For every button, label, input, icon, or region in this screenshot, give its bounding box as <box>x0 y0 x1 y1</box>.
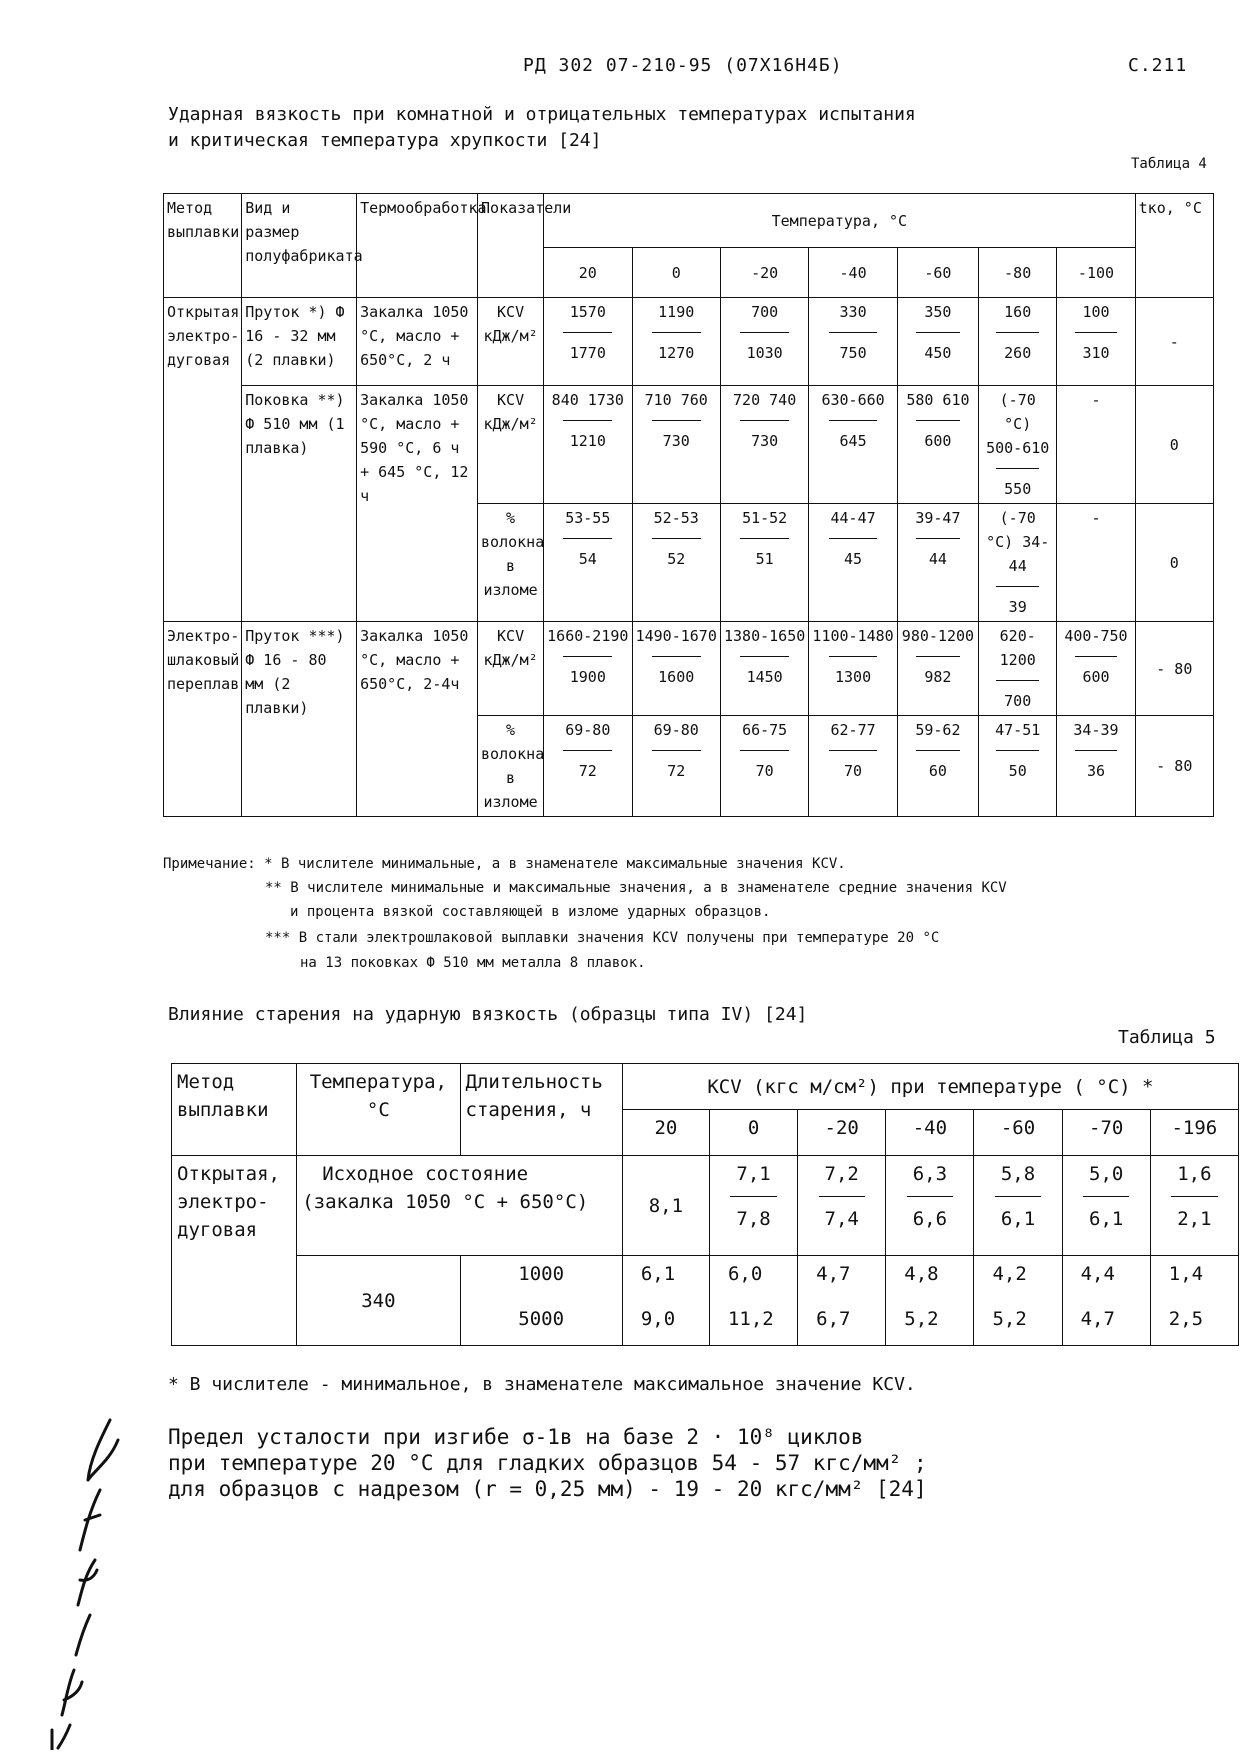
t4-value-numerator: 69-80 <box>653 721 699 739</box>
t4-value <box>724 718 805 783</box>
t4-value-denominator: 645 <box>839 432 867 450</box>
t4-value-numerator: 59-62 <box>915 721 961 739</box>
t5-temp-col: -196 <box>1150 1110 1238 1156</box>
t4-value <box>901 300 975 365</box>
table4-label: Таблица 4 <box>1131 156 1207 172</box>
t4-value-denominator: 310 <box>1082 344 1110 362</box>
t4-value <box>901 506 975 571</box>
t4-value-numerator: 53-55 <box>565 509 611 527</box>
t5-duration-cell: 5000 <box>460 1301 622 1346</box>
t4-temp-col: -60 <box>897 248 978 298</box>
t4-value-denominator: 39 <box>1008 598 1027 616</box>
t4-value-cell <box>632 716 720 817</box>
t5-value-numerator: 7,1 <box>736 1163 771 1185</box>
t4-value-numerator: 44-47 <box>830 509 876 527</box>
section1-title-line1: Ударная вязкость при комнатной и отрицательных температурах испытания <box>168 104 916 125</box>
t4-value-denominator: 1900 <box>569 668 606 686</box>
t5-note: * В числителе - минимальное, в знаменателе максимальное значение KCV. <box>168 1374 916 1395</box>
t4-value-denominator: 1600 <box>658 668 695 686</box>
fraction-bar <box>740 420 789 421</box>
table5-label: Таблица 5 <box>1118 1027 1216 1048</box>
t4-heat-cell: Закалка 1050 °С, масло + 650°С, 2-4ч <box>357 622 478 817</box>
t5-value-cell: 6,1 <box>622 1256 709 1301</box>
t4-row <box>164 386 1214 504</box>
t5-value-cell: 5,2 <box>886 1301 974 1346</box>
t4-value-cell <box>809 386 897 504</box>
t5-value-cell: 4,4 <box>1062 1256 1150 1301</box>
t4-value-denominator: 70 <box>844 762 863 780</box>
t5-value-cell: 6,0 <box>709 1256 797 1301</box>
t4-index-cell: % волокна в изломе <box>478 716 544 817</box>
fraction-bar <box>1171 1196 1217 1197</box>
fraction-bar <box>652 332 701 333</box>
t5-value-denominator: 2,1 <box>1177 1208 1212 1230</box>
fraction-bar <box>829 332 878 333</box>
t4-value-cell <box>897 716 978 817</box>
fatigue-line3: для образцов с надрезом (r = 0,25 мм) - 19 - 20 кгс/мм² [24] <box>168 1477 927 1501</box>
section2-title: Влияние старения на ударную вязкость (образцы типа IV) [24] <box>168 1004 808 1025</box>
t4-value-numerator: 34-39 <box>1073 721 1119 739</box>
t4-value-denominator: 260 <box>1004 344 1032 362</box>
fraction-bar <box>829 750 878 751</box>
t4-value-numerator: 51-52 <box>742 509 788 527</box>
fraction-bar <box>563 656 612 657</box>
document-code: РД 302 07-210-95 (07Х16Н4Б) <box>523 55 843 76</box>
t4-value <box>901 388 975 453</box>
t4-value-numerator: 1570 <box>569 303 606 321</box>
section1-title-line2: и критическая температура хрупкости [24] <box>168 130 602 151</box>
t4-value-numerator: 700 <box>751 303 779 321</box>
fraction-bar <box>996 468 1039 469</box>
t4-value-denominator: 72 <box>667 762 686 780</box>
fraction-bar <box>916 332 961 333</box>
t4-value <box>812 300 893 365</box>
t4-value <box>724 388 805 453</box>
t4-value <box>636 624 717 689</box>
t4-value <box>901 718 975 783</box>
t4-value-numerator: 580 610 <box>906 391 970 409</box>
t4-value-denominator: 600 <box>1082 668 1110 686</box>
t4-value-denominator: 1450 <box>746 668 783 686</box>
t4-value-numerator: 620-1200 <box>999 627 1036 669</box>
t4-value-numerator: - <box>1091 509 1101 527</box>
fraction-bar <box>829 538 878 539</box>
t4-header-heat: Термообработка <box>357 194 478 298</box>
fraction-bar <box>996 586 1039 587</box>
t4-value-numerator: 980-1200 <box>901 627 975 645</box>
t5-value <box>891 1160 968 1233</box>
t5-value-cell: 5,2 <box>974 1301 1062 1346</box>
t5-header-duration: Длительность старения, ч <box>460 1064 622 1156</box>
t4-value-denominator: 730 <box>751 432 779 450</box>
t4-value <box>982 388 1053 501</box>
t4-semi-cell: Пруток ***) Ф 16 - 80 мм (2 плавки) <box>242 622 357 817</box>
t4-value <box>1060 718 1131 783</box>
t4-tko-cell: 0 <box>1135 504 1213 622</box>
t5-temp-col: -40 <box>886 1110 974 1156</box>
t4-method-cell: Электро-шлаковый переплав <box>164 622 242 817</box>
t4-value-cell <box>544 386 632 504</box>
t5-value-cell: 4,7 <box>1062 1301 1150 1346</box>
t5-value-cell <box>1062 1156 1150 1256</box>
t4-body <box>164 298 1214 817</box>
t4-value-numerator: (-70 °С) 34-44 <box>986 509 1050 575</box>
table5 <box>171 1063 1239 1346</box>
t4-value-cell <box>720 504 808 622</box>
t4-value-cell <box>809 622 897 716</box>
t4-temp-col: -40 <box>809 248 897 298</box>
t4-value-denominator: 70 <box>755 762 774 780</box>
t5-value-numerator: 8,1 <box>648 1194 684 1217</box>
fraction-bar <box>996 680 1039 681</box>
fraction-bar <box>740 538 789 539</box>
fraction-bar <box>740 332 789 333</box>
t4-value-numerator: 52-53 <box>653 509 699 527</box>
t4-value <box>812 506 893 571</box>
fraction-bar <box>1075 332 1118 333</box>
t5-value <box>628 1192 704 1220</box>
t5-aged-temp: 340 <box>297 1256 460 1346</box>
t4-value-cell <box>1057 504 1135 622</box>
t4-value <box>1060 388 1131 412</box>
t4-temp-col: -80 <box>979 248 1057 298</box>
t4-value-denominator: 982 <box>924 668 952 686</box>
t4-index-cell: KCV кДж/м² <box>478 386 544 504</box>
t5-value-numerator: 5,0 <box>1089 1163 1124 1185</box>
t4-value-cell <box>809 298 897 386</box>
t4-value-cell <box>632 504 720 622</box>
t4-header-semi: Вид и размер полуфабриката <box>242 194 357 298</box>
fraction-bar <box>652 420 701 421</box>
fraction-bar <box>995 1196 1041 1197</box>
t4-value-cell <box>809 716 897 817</box>
fraction-bar <box>916 420 961 421</box>
t4-value-cell <box>979 716 1057 817</box>
fraction-bar <box>730 1196 776 1197</box>
t4-value-denominator: 52 <box>667 550 686 568</box>
t4-value-numerator: 66-75 <box>742 721 788 739</box>
t5-value <box>803 1160 880 1233</box>
t4-temp-col: 0 <box>632 248 720 298</box>
t5-value-cell: 4,7 <box>798 1256 886 1301</box>
t5-header-temp: Температура, °С <box>297 1064 460 1156</box>
t4-tko-cell: 0 <box>1135 386 1213 504</box>
t4-value-cell <box>979 622 1057 716</box>
t4-value <box>1060 506 1131 530</box>
t4-value-numerator: (-70 °С) 500-610 <box>986 391 1050 457</box>
t5-value-denominator: 6,1 <box>1000 1208 1036 1230</box>
t4-value-denominator: 1770 <box>569 344 606 362</box>
t4-value-cell <box>720 716 808 817</box>
fraction-bar <box>916 750 961 751</box>
t4-value <box>1060 624 1131 689</box>
t5-duration-cell: 1000 <box>460 1256 622 1301</box>
table4 <box>163 193 1214 817</box>
t4-value-cell <box>544 716 632 817</box>
fraction-bar <box>652 538 701 539</box>
t4-header-temp: Температура, °С <box>544 194 1136 248</box>
t4-value <box>982 624 1053 713</box>
t4-value <box>724 300 805 365</box>
t4-value-denominator: 44 <box>928 550 947 568</box>
t4-note-2: ** В числителе минимальные и максимальные значения, а в знаменателе средние значения KCV <box>265 880 1007 896</box>
fraction-bar <box>996 332 1039 333</box>
t4-value-cell <box>720 298 808 386</box>
t5-row-aged <box>172 1256 1239 1301</box>
t4-value <box>724 624 805 689</box>
t4-value-cell <box>1057 622 1135 716</box>
t5-row-initial <box>172 1156 1239 1256</box>
t4-value-numerator: 630-660 <box>821 391 885 409</box>
t4-value-cell <box>897 504 978 622</box>
t4-value-cell <box>720 386 808 504</box>
t4-value-denominator: 700 <box>1004 692 1032 710</box>
t4-value-numerator: 62-77 <box>830 721 876 739</box>
t5-value <box>979 1160 1056 1233</box>
t4-method-cell: Открытая электро-дуговая <box>164 298 242 622</box>
t5-value <box>1156 1160 1233 1233</box>
t4-note-2b: и процента вязкой составляющей в изломе ударных образцов. <box>290 904 771 920</box>
t5-initial-label2: (закалка 1050 °С + 650°С) <box>302 1191 589 1213</box>
t4-header-method: Метод выплавки <box>164 194 242 298</box>
t5-temp-col: -60 <box>974 1110 1062 1156</box>
fraction-bar <box>1075 750 1118 751</box>
t4-value <box>1060 300 1131 365</box>
t4-semi-cell: Поковка **) Ф 510 мм (1 плавка) <box>242 386 357 622</box>
t5-value <box>715 1160 792 1233</box>
fraction-bar <box>916 538 961 539</box>
t4-value-denominator: 60 <box>928 762 947 780</box>
t5-value-denominator: 7,8 <box>736 1208 771 1230</box>
t5-value-cell <box>974 1156 1062 1256</box>
t4-value-denominator: 1030 <box>746 344 783 362</box>
t4-value-numerator: 47-51 <box>995 721 1041 739</box>
t5-method-cell: Открытая, электро-дуговая <box>172 1156 297 1346</box>
t4-value-cell <box>897 386 978 504</box>
t5-value-cell <box>709 1156 797 1256</box>
t4-index-cell: KCV кДж/м² <box>478 622 544 716</box>
t4-value-numerator: 400-750 <box>1064 627 1128 645</box>
fraction-bar <box>563 332 612 333</box>
t4-value-cell <box>1057 298 1135 386</box>
t4-value <box>547 300 628 365</box>
t4-heat-cell: Закалка 1050 °С, масло + 650°С, 2 ч <box>357 298 478 386</box>
t4-value-numerator: 160 <box>1004 303 1032 321</box>
t4-value-denominator: 45 <box>844 550 863 568</box>
t4-value <box>547 388 628 453</box>
t4-value <box>812 624 893 689</box>
t4-header-tko: tко, °С <box>1135 194 1213 298</box>
t5-header-kcv: KCV (кгс м/см²) при температуре ( °С) * <box>622 1064 1238 1110</box>
t5-value-cell: 11,2 <box>709 1301 797 1346</box>
t5-temp-col: 0 <box>709 1110 797 1156</box>
t4-semi-cell: Пруток *) Ф 16 - 32 мм (2 плавки) <box>242 298 357 386</box>
t5-value-cell: 1,4 <box>1150 1256 1238 1301</box>
handwritten-signature <box>40 1400 130 1750</box>
t5-header-method: Метод выплавки <box>172 1064 297 1156</box>
t4-value <box>636 300 717 365</box>
t4-value-numerator: 1190 <box>658 303 695 321</box>
t4-value <box>636 388 717 453</box>
t4-note-1: Примечание: * В числителе минимальные, а в знаменателе максимальные значения KCV. <box>163 856 846 872</box>
t4-value-numerator: 1660-2190 <box>547 627 629 645</box>
t4-value-cell <box>897 298 978 386</box>
t4-value-denominator: 72 <box>578 762 597 780</box>
t4-note-3: *** В стали электрошлаковой выплавки значения KCV получены при температуре 20 °С <box>265 930 940 946</box>
t5-value-cell <box>622 1156 709 1256</box>
t4-temp-col: 20 <box>544 248 632 298</box>
t5-temp-col: 20 <box>622 1110 709 1156</box>
fraction-bar <box>563 750 612 751</box>
t4-value-cell <box>544 298 632 386</box>
t5-value-cell: 2,5 <box>1150 1301 1238 1346</box>
t4-value <box>547 506 628 571</box>
t4-value-numerator: 350 <box>924 303 952 321</box>
fraction-bar <box>652 750 701 751</box>
page-number: С.211 <box>1128 55 1188 76</box>
t4-value-denominator: 50 <box>1008 762 1027 780</box>
fatigue-line2: при температуре 20 °С для гладких образцов 54 - 57 кгс/мм² ; <box>168 1451 927 1475</box>
t4-value-denominator: 450 <box>924 344 952 362</box>
t4-value <box>724 506 805 571</box>
t5-value <box>1068 1160 1145 1233</box>
t5-value-numerator: 1,6 <box>1177 1163 1212 1185</box>
fatigue-line1: Предел усталости при изгибе σ-1в на базе 2 · 10⁸ циклов <box>168 1425 864 1449</box>
fraction-bar <box>1083 1196 1129 1197</box>
t4-value-numerator: 1490-1670 <box>635 627 717 645</box>
t4-value-numerator: 69-80 <box>565 721 611 739</box>
t4-value-numerator: 1100-1480 <box>812 627 894 645</box>
t5-value-denominator: 6,6 <box>912 1208 948 1230</box>
t4-value-cell <box>1057 386 1135 504</box>
t4-value <box>812 718 893 783</box>
t4-value-numerator: 720 740 <box>733 391 797 409</box>
t4-value-cell <box>979 298 1057 386</box>
t4-header-index: Показатели <box>478 194 544 298</box>
t4-value-cell <box>544 504 632 622</box>
t4-value-cell <box>632 622 720 716</box>
t4-note-3b: на 13 поковках Ф 510 мм металла 8 плавок. <box>300 955 646 971</box>
t4-value-cell <box>897 622 978 716</box>
t5-body <box>172 1156 1239 1346</box>
fraction-bar <box>740 656 789 657</box>
t5-value-cell: 4,8 <box>886 1256 974 1301</box>
t4-value <box>982 718 1053 783</box>
fraction-bar <box>819 1196 865 1197</box>
t5-value-numerator: 6,3 <box>912 1163 948 1185</box>
t4-value-numerator: 1380-1650 <box>724 627 806 645</box>
t4-value <box>636 718 717 783</box>
t4-value-numerator: 330 <box>839 303 867 321</box>
t4-index-cell: % волокна в изломе <box>478 504 544 622</box>
t4-value-numerator: 100 <box>1082 303 1110 321</box>
t4-value-denominator: 1270 <box>658 344 695 362</box>
fraction-bar <box>1075 656 1118 657</box>
t4-index-cell: KCV кДж/м² <box>478 298 544 386</box>
t4-value-cell <box>544 622 632 716</box>
fraction-bar <box>829 420 878 421</box>
t5-value-cell: 9,0 <box>622 1301 709 1346</box>
t4-value-numerator: 710 760 <box>644 391 708 409</box>
fraction-bar <box>740 750 789 751</box>
t4-tko-cell: - <box>1135 298 1213 386</box>
fraction-bar <box>563 538 612 539</box>
t4-value-denominator: 550 <box>1004 480 1032 498</box>
t4-value <box>812 388 893 453</box>
t4-value-cell <box>1057 716 1135 817</box>
t4-value-numerator: 840 1730 <box>551 391 624 409</box>
t4-value <box>547 718 628 783</box>
fraction-bar <box>907 1196 953 1197</box>
t4-value <box>636 506 717 571</box>
t5-value-numerator: 5,8 <box>1000 1163 1036 1185</box>
t5-initial-label1: Исходное состояние <box>322 1163 529 1185</box>
t4-tko-cell: - 80 <box>1135 622 1213 716</box>
t5-value-numerator: 7,2 <box>824 1163 859 1185</box>
t4-temp-col: -20 <box>720 248 808 298</box>
t4-tko-cell: - 80 <box>1135 716 1213 817</box>
fraction-bar <box>563 420 612 421</box>
t5-value-denominator: 7,4 <box>824 1208 859 1230</box>
fraction-bar <box>996 750 1039 751</box>
t5-temp-col: -20 <box>798 1110 886 1156</box>
t4-value <box>547 624 628 689</box>
t4-value <box>901 624 975 689</box>
t4-value-cell <box>979 386 1057 504</box>
t5-value-cell: 4,2 <box>974 1256 1062 1301</box>
t4-row <box>164 298 1214 386</box>
t4-row <box>164 622 1214 716</box>
t4-value-cell <box>979 504 1057 622</box>
t4-value-cell <box>632 298 720 386</box>
t4-value-denominator: 51 <box>755 550 774 568</box>
t5-initial-state <box>297 1156 623 1256</box>
fraction-bar <box>916 656 961 657</box>
t4-value <box>982 300 1053 365</box>
t4-value-denominator: 1300 <box>835 668 872 686</box>
t5-value-cell: 6,7 <box>798 1301 886 1346</box>
t5-temp-col: -70 <box>1062 1110 1150 1156</box>
t4-temp-col: -100 <box>1057 248 1135 298</box>
t4-value-denominator: 36 <box>1086 762 1106 780</box>
t4-value-numerator: 39-47 <box>915 509 961 527</box>
t4-value-denominator: 54 <box>578 550 597 568</box>
t4-value-denominator: 730 <box>662 432 690 450</box>
t4-value-cell <box>720 622 808 716</box>
t4-value <box>982 506 1053 619</box>
t5-value-cell <box>798 1156 886 1256</box>
t4-value-numerator: - <box>1091 391 1101 409</box>
fraction-bar <box>829 656 878 657</box>
t4-value-cell <box>809 504 897 622</box>
t5-value-cell <box>1150 1156 1238 1256</box>
t4-value-cell <box>632 386 720 504</box>
t4-value-denominator: 750 <box>839 344 867 362</box>
fraction-bar <box>652 656 701 657</box>
t4-value-denominator: 600 <box>924 432 952 450</box>
t4-value-denominator: 1210 <box>569 432 606 450</box>
t4-heat-cell: Закалка 1050 °С, масло + 590 °С, 6 ч + 645 °С, 12 ч <box>357 386 478 622</box>
t5-value-denominator: 6,1 <box>1089 1208 1124 1230</box>
t5-value-cell <box>886 1156 974 1256</box>
